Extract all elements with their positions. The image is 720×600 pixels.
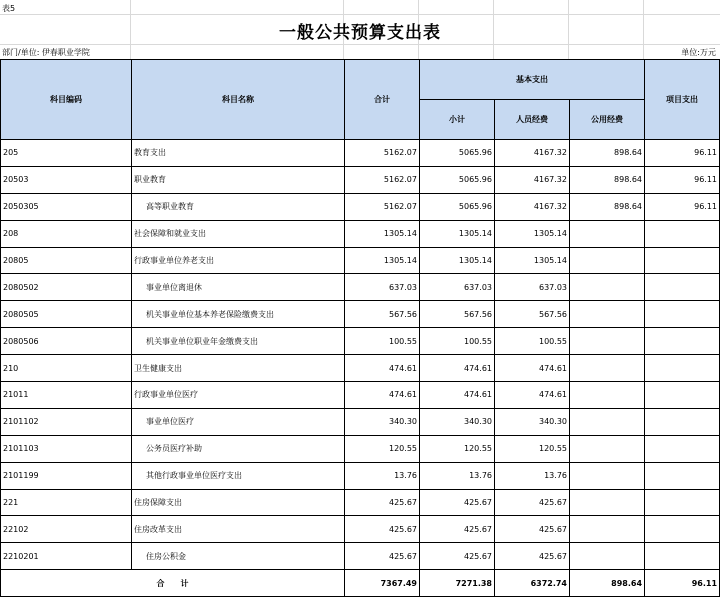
table-row — [1, 301, 720, 328]
row-subtotal-cell: 567.56 — [420, 301, 495, 328]
row-personnel-cell: 1305.14 — [495, 247, 570, 274]
header-project: 项目支出 — [645, 60, 720, 140]
row-name-cell: 住房公积金 — [132, 543, 345, 570]
row-total-cell: 1305.14 — [345, 220, 420, 247]
row-name-cell: 高等职业教育 — [132, 193, 345, 220]
table-row — [1, 247, 720, 274]
row-subtotal-cell: 1305.14 — [420, 220, 495, 247]
row-total-cell: 567.56 — [345, 301, 420, 328]
table-row — [1, 355, 720, 382]
row-subtotal-cell: 5065.96 — [420, 166, 495, 193]
row-code-cell: 2050305 — [1, 193, 132, 220]
row-code-cell: 2101199 — [1, 462, 132, 489]
total-subtotal-cell: 7271.38 — [420, 570, 495, 597]
row-public-cell — [570, 489, 645, 516]
row-code-cell: 2101103 — [1, 435, 132, 462]
total-project-cell: 96.11 — [645, 570, 720, 597]
table-row — [1, 382, 720, 409]
row-public-cell — [570, 408, 645, 435]
total-public-cell: 898.64 — [570, 570, 645, 597]
table-row — [1, 166, 720, 193]
row-code-cell: 208 — [1, 220, 132, 247]
row-total-cell: 425.67 — [345, 543, 420, 570]
row-public-cell — [570, 301, 645, 328]
table-row — [1, 328, 720, 355]
row-personnel-cell: 340.30 — [495, 408, 570, 435]
row-name-cell: 机关事业单位基本养老保险缴费支出 — [132, 301, 345, 328]
row-code-cell: 221 — [1, 489, 132, 516]
row-project-cell: 96.11 — [645, 140, 720, 167]
row-project-cell — [645, 408, 720, 435]
row-total-cell: 425.67 — [345, 516, 420, 543]
row-project-cell — [645, 435, 720, 462]
row-personnel-cell: 4167.32 — [495, 140, 570, 167]
row-total-cell: 13.76 — [345, 462, 420, 489]
row-personnel-cell: 4167.32 — [495, 193, 570, 220]
header-personnel: 人员经费 — [495, 100, 570, 140]
header-subtotal: 小计 — [420, 100, 495, 140]
row-personnel-cell: 474.61 — [495, 382, 570, 409]
row-subtotal-cell: 474.61 — [420, 382, 495, 409]
row-public-cell — [570, 435, 645, 462]
row-subtotal-cell: 340.30 — [420, 408, 495, 435]
page-title: 一般公共预算支出表 — [279, 23, 441, 43]
table-row — [1, 489, 720, 516]
total-label: 合 计 — [1, 570, 345, 597]
row-name-cell: 教育支出 — [132, 140, 345, 167]
row-subtotal-cell: 120.55 — [420, 435, 495, 462]
header-total: 合计 — [345, 60, 420, 140]
table-row — [1, 462, 720, 489]
row-total-cell: 5162.07 — [345, 166, 420, 193]
department-label: 部门/单位: 伊春职业学院 — [2, 48, 90, 57]
row-project-cell — [645, 220, 720, 247]
row-personnel-cell: 474.61 — [495, 355, 570, 382]
row-subtotal-cell: 474.61 — [420, 355, 495, 382]
row-personnel-cell: 120.55 — [495, 435, 570, 462]
row-name-cell: 行政事业单位医疗 — [132, 382, 345, 409]
row-name-cell: 事业单位离退休 — [132, 274, 345, 301]
gridline — [0, 44, 720, 45]
table-row — [1, 193, 720, 220]
table-row — [1, 516, 720, 543]
row-project-cell: 96.11 — [645, 166, 720, 193]
row-code-cell: 2101102 — [1, 408, 132, 435]
row-project-cell — [645, 247, 720, 274]
row-name-cell: 职业教育 — [132, 166, 345, 193]
row-project-cell — [645, 543, 720, 570]
row-code-cell: 210 — [1, 355, 132, 382]
table-row — [1, 543, 720, 570]
row-name-cell: 其他行政事业单位医疗支出 — [132, 462, 345, 489]
row-project-cell — [645, 516, 720, 543]
row-subtotal-cell: 1305.14 — [420, 247, 495, 274]
table-row — [1, 220, 720, 247]
row-project-cell — [645, 301, 720, 328]
row-personnel-cell: 100.55 — [495, 328, 570, 355]
row-name-cell: 公务员医疗补助 — [132, 435, 345, 462]
row-public-cell — [570, 220, 645, 247]
table-body — [1, 140, 720, 570]
row-personnel-cell: 567.56 — [495, 301, 570, 328]
row-subtotal-cell: 5065.96 — [420, 193, 495, 220]
header-public: 公用经费 — [570, 100, 645, 140]
row-code-cell: 205 — [1, 140, 132, 167]
table-row — [1, 274, 720, 301]
row-public-cell: 898.64 — [570, 193, 645, 220]
row-subtotal-cell: 425.67 — [420, 543, 495, 570]
row-name-cell: 住房改革支出 — [132, 516, 345, 543]
row-public-cell — [570, 543, 645, 570]
row-project-cell — [645, 328, 720, 355]
sheet-label: 表5 — [2, 4, 16, 13]
row-total-cell: 474.61 — [345, 355, 420, 382]
row-personnel-cell: 637.03 — [495, 274, 570, 301]
row-code-cell: 22102 — [1, 516, 132, 543]
row-public-cell — [570, 382, 645, 409]
row-total-cell: 474.61 — [345, 382, 420, 409]
row-project-cell — [645, 462, 720, 489]
row-subtotal-cell: 5065.96 — [420, 140, 495, 167]
row-public-cell: 898.64 — [570, 166, 645, 193]
row-personnel-cell: 425.67 — [495, 516, 570, 543]
row-subtotal-cell: 425.67 — [420, 516, 495, 543]
row-code-cell: 2080502 — [1, 274, 132, 301]
row-personnel-cell: 1305.14 — [495, 220, 570, 247]
row-public-cell — [570, 328, 645, 355]
row-subtotal-cell: 425.67 — [420, 489, 495, 516]
row-project-cell — [645, 382, 720, 409]
row-project-cell: 96.11 — [645, 193, 720, 220]
row-name-cell: 住房保障支出 — [132, 489, 345, 516]
row-name-cell: 社会保障和就业支出 — [132, 220, 345, 247]
row-public-cell — [570, 274, 645, 301]
row-subtotal-cell: 13.76 — [420, 462, 495, 489]
row-project-cell — [645, 274, 720, 301]
total-cell: 7367.49 — [345, 570, 420, 597]
row-name-cell: 机关事业单位职业年金缴费支出 — [132, 328, 345, 355]
row-code-cell: 20503 — [1, 166, 132, 193]
header-name: 科目名称 — [132, 60, 345, 140]
row-project-cell — [645, 355, 720, 382]
row-project-cell — [645, 489, 720, 516]
row-public-cell — [570, 462, 645, 489]
row-code-cell: 2210201 — [1, 543, 132, 570]
gridline — [0, 14, 720, 15]
header-basic: 基本支出 — [420, 60, 645, 100]
row-public-cell: 898.64 — [570, 140, 645, 167]
table-row — [1, 435, 720, 462]
row-total-cell: 120.55 — [345, 435, 420, 462]
row-total-cell: 1305.14 — [345, 247, 420, 274]
row-code-cell: 2080505 — [1, 301, 132, 328]
row-total-cell: 5162.07 — [345, 193, 420, 220]
row-total-cell: 340.30 — [345, 408, 420, 435]
row-personnel-cell: 4167.32 — [495, 166, 570, 193]
row-name-cell: 事业单位医疗 — [132, 408, 345, 435]
row-name-cell: 行政事业单位养老支出 — [132, 247, 345, 274]
row-total-cell: 5162.07 — [345, 140, 420, 167]
row-name-cell: 卫生健康支出 — [132, 355, 345, 382]
row-total-cell: 100.55 — [345, 328, 420, 355]
total-row — [1, 570, 720, 597]
header-code: 科目编码 — [1, 60, 132, 140]
table-row — [1, 140, 720, 167]
row-total-cell: 637.03 — [345, 274, 420, 301]
row-public-cell — [570, 355, 645, 382]
row-code-cell: 20805 — [1, 247, 132, 274]
row-total-cell: 425.67 — [345, 489, 420, 516]
row-subtotal-cell: 100.55 — [420, 328, 495, 355]
row-personnel-cell: 13.76 — [495, 462, 570, 489]
table-row — [1, 408, 720, 435]
budget-table — [0, 59, 720, 597]
total-personnel-cell: 6372.74 — [495, 570, 570, 597]
row-code-cell: 21011 — [1, 382, 132, 409]
unit-label: 单位:万元 — [681, 48, 716, 57]
row-subtotal-cell: 637.03 — [420, 274, 495, 301]
row-public-cell — [570, 247, 645, 274]
row-code-cell: 2080506 — [1, 328, 132, 355]
row-personnel-cell: 425.67 — [495, 489, 570, 516]
row-public-cell — [570, 516, 645, 543]
row-personnel-cell: 425.67 — [495, 543, 570, 570]
